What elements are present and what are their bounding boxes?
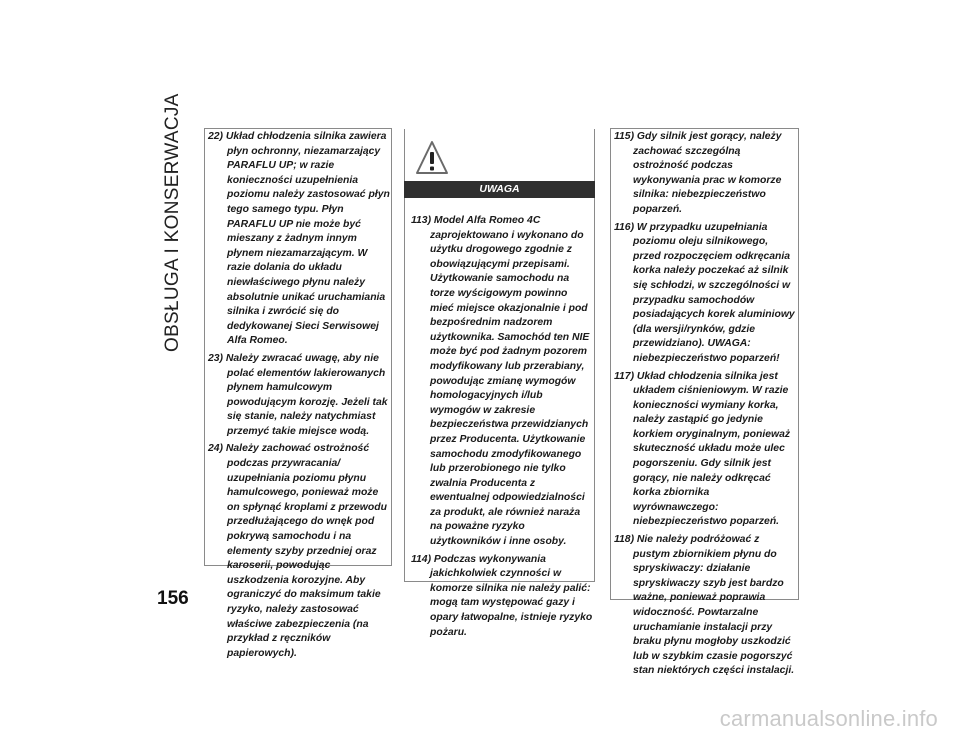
list-item: 115) Gdy silnik jest gorący, należy zachować szczególną ostrożność podczas wykonywania prac w komorze silnika: niebezpieczeństwo poparzeń. <box>614 131 782 215</box>
page-number: 156 <box>157 588 189 609</box>
list-item: 116) W przypadku uzupełniania poziomu oleju silnikowego, przed rozpoczęciem odkręcania korka należy poczekać aż silnik się schłodzi, w szczególności w przypadku samochodów posiadających korek aluminiowy (dla wersji/rynków, gdzie przewidziano). UWAGA: niebezpieczeństwo poparzeń! <box>614 221 795 364</box>
list-item: 23) Należy zwracać uwagę, aby nie polać elementów lakierowanych płynem hamulcowym powodującym korozję. Jeżeli tak się stanie, należy natychmiast przemyć takie miejsce wodą. <box>208 352 388 437</box>
list-item: 114) Podczas wykonywania jakichkolwiek czynności w komorze silnika nie należy palić: mogą tam występować gazy i opary łatwopalne, istnieje ryzyko pożaru. <box>411 553 593 638</box>
warning-triangle-icon <box>415 140 449 176</box>
list-item: 24) Należy zachować ostrożność podczas przywracania/ uzupełniania poziomu płynu hamulcowego, ponieważ może on spłynąć kroplami z przewodu przedłużającego do wnęk pod pokrywą samochodu i na elementy szyby przedniej oraz karoserii, powodując uszkodzenia korozyjne. Aby ograniczyć do maksimum takie ryzyko, należy zastosować właściwe zabezpieczenia (na przykład z ręczników papierowych). <box>208 443 387 659</box>
list-item: 22) Układ chłodzenia silnika zawiera płyn ochronny, niezamarzający PARAFLU UP; w razie konieczności uzupełnienia poziomu należy zastosować płyn tego samego typu. Płyn PARAFLU UP nie może być mieszany z żadnym innym płynem niezamarzającym. W razie dolania do układu niewłaściwego płynu należy absolutnie unikać uruchamiania silnika i zwrócić się do dedykowanej Sieci Serwisowej Alfa Romeo. <box>208 131 390 347</box>
list-item: 118) Nie należy podróżować z pustym zbiornikiem płynu do spryskiwaczy: działanie spryskiwaczy szyb jest bardzo ważne, ponieważ poprawia widoczność. Powtarzalne uruchamianie instalacji przy braku płynu mogłoby uszkodzić lub w szybkim czasie pogorszyć stan niektórych części instalacji. <box>614 534 795 677</box>
list-item: 117) Układ chłodzenia silnika jest układem ciśnieniowym. W razie konieczności wymiany korka, należy zastąpić go jedynie korkiem oryginalnym, ponieważ skuteczność układu może ulec pogorszeniu. Gdy silnik jest gorący, nie należy odkręcać korka zbiornika wyrównawczego: niebezpieczeństwo poparzeń. <box>614 370 791 528</box>
watermark: carmanualsonline.info <box>719 706 938 731</box>
list-item: 113) Model Alfa Romeo 4C zaprojektowano i wykonano do użytku drogowego zgodnie z obowiązującymi przepisami. Użytkowanie samochodu na torze wyścigowym powinno mieć miejsce okazjonalnie i pod bezpośrednim nadzorem użytkownika. Samochód ten NIE może być pod żadnym pozorem modyfikowany lub przerabiany, powodując zmianę wymogów homologacyjnych i/lub wymogów w zakresie bezpieczeństwa przewidzianych przez Producenta. Użytkowanie samochodu zmodyfikowanego lub przerobionego nie tylko zwalnia Producenta z ewentualnej odpowiedzialności za produkt, ale również naraża na poważne ryzyko użytkowników i inne osoby. <box>411 215 590 548</box>
warning-column-right <box>614 130 796 682</box>
section-title-vertical: OBSŁUGA I KONSERWACJA <box>162 93 183 352</box>
warning-header: UWAGA <box>404 181 595 198</box>
notes-column-left <box>208 130 390 664</box>
warning-column-middle <box>411 214 593 643</box>
